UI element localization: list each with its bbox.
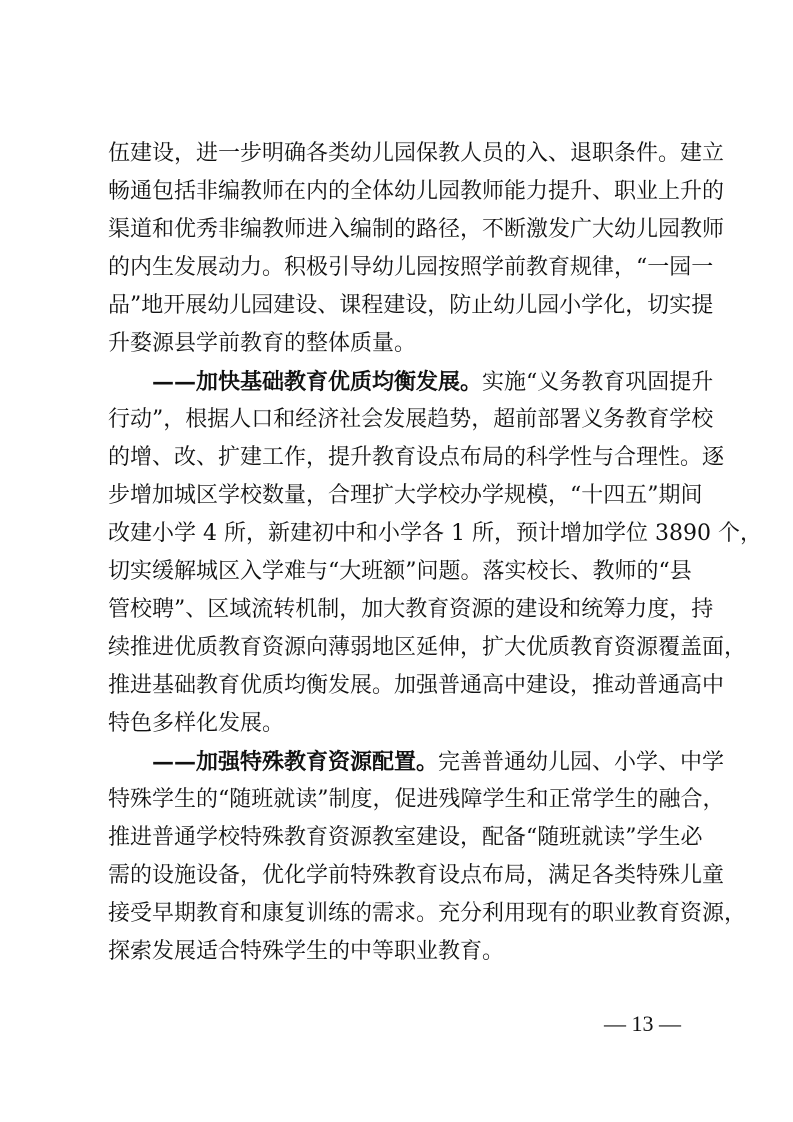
body-text-line: 探索发展适合特殊学生的中等职业教育。 <box>108 939 505 964</box>
body-text-line: 升婺源县学前教育的整体质量。 <box>108 331 417 356</box>
body-text-span: 完善普通幼儿园、小学、中学 <box>438 750 725 775</box>
body-text-span: 实施“义务教育巩固提升 <box>482 370 714 395</box>
section-first-line <box>152 364 714 401</box>
body-text-line: 行动”，根据人口和经济社会发展趋势，超前部署义务教育学校 <box>108 407 714 432</box>
body-text-line: 的增、改、扩建工作，提升教育设点布局的科学性与合理性。逐 <box>108 445 725 470</box>
body-text-line: 推进基础教育优质均衡发展。加强普通高中建设，推动普通高中 <box>108 673 725 698</box>
body-text-line: 管校聘”、区域流转机制，加大教育资源的建设和统筹力度，持 <box>108 597 714 622</box>
body-text-line: 切实缓解城区入学难与“大班额”问题。落实校长、教师的“县 <box>108 559 692 584</box>
body-text-line: 推进普通学校特殊教育资源教室建设，配备“随班就读”学生必 <box>108 825 703 850</box>
body-text-line: 步增加城区学校数量，合理扩大学校办学规模，“十四五”期间 <box>108 483 703 508</box>
body-text-line: 接受早期教育和康复训练的需求。充分利用现有的职业教育资源， <box>108 901 747 926</box>
section-heading: ——加快基础教育优质均衡发展。 <box>152 369 483 395</box>
body-text-line: 特色多样化发展。 <box>108 711 285 736</box>
body-text-line: 需的设施设备，优化学前特殊教育设点布局，满足各类特殊儿童 <box>108 863 725 888</box>
body-text-line: 畅通包括非编教师在内的全体幼儿园教师能力提升、职业上升的 <box>108 179 725 204</box>
body-text-line: 品”地开展幼儿园建设、课程建设，防止幼儿园小学化，切实提 <box>108 293 714 318</box>
page-number: — 13 — <box>604 1011 681 1036</box>
body-text-line: 渠道和优秀非编教师进入编制的路径，不断激发广大幼儿园教师 <box>108 217 725 242</box>
section-first-line <box>152 744 725 781</box>
body-text-line: 特殊学生的“随班就读”制度，促进残障学生和正常学生的融合， <box>108 787 725 812</box>
body-text-line: 续推进优质教育资源向薄弱地区延伸，扩大优质教育资源覆盖面， <box>108 635 747 660</box>
body-text-line: 伍建设，进一步明确各类幼儿园保教人员的入、退职条件。建立 <box>108 141 725 166</box>
body-text-line: 改建小学 4 所，新建初中和小学各 1 所，预计增加学位 3890 个， <box>108 521 762 546</box>
body-text-line: 的内生发展动力。积极引导幼儿园按照学前教育规律，“一园一 <box>108 255 714 280</box>
section-heading: ——加强特殊教育资源配置。 <box>152 749 439 775</box>
